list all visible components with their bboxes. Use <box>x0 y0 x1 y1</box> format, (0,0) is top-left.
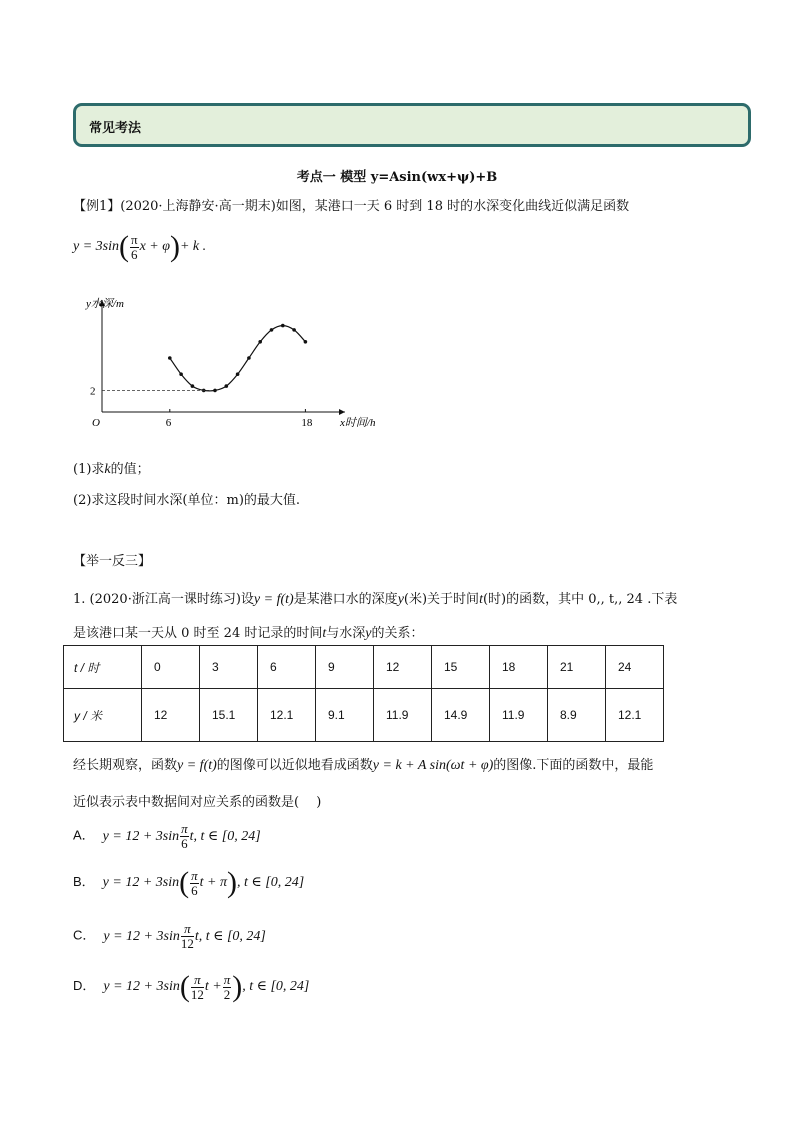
table-cell: 12 <box>142 689 200 742</box>
origin-label: O <box>92 417 100 429</box>
banner-label: 常见考法 <box>89 121 142 136</box>
option-c[interactable]: C． y = 12 + 3sin $\frac{\pi}{12}$ t, t ∈ [0, 24] <box>73 921 266 951</box>
table-cell: 9.1 <box>316 689 374 742</box>
table-cell: 11.9 <box>490 689 548 742</box>
depth-table <box>63 645 664 742</box>
data-point <box>225 384 229 388</box>
table-header-y: y / 米 <box>64 689 142 742</box>
data-point <box>281 324 285 328</box>
data-point <box>213 389 217 393</box>
data-point <box>179 372 183 376</box>
x-axis-label: x时间/h <box>340 417 376 429</box>
practice-question-line2: 是该港口某一天从 0 时至 24 时记录的时间t与水深y的关系： <box>73 626 424 641</box>
y-tick-label: 2 <box>90 385 96 398</box>
table-row <box>64 646 664 689</box>
water-depth-chart <box>60 290 400 440</box>
data-point <box>292 328 296 332</box>
table-cell: 9 <box>316 646 374 689</box>
after-table-line1: 经长期观察，函数y = f(t)的图像可以近似地看成函数y = k + A sin(ωt + φ)的图像.下面的函数中，最能 <box>73 758 654 773</box>
example-formula: y = 3sin( $\frac{\pi}{6}$ x + φ)+ k . <box>73 230 207 263</box>
data-point <box>247 356 251 360</box>
table-cell: 15.1 <box>200 689 258 742</box>
table-header-t: t / 时 <box>64 646 142 689</box>
table-row <box>64 689 664 742</box>
practice-question-line1: 1. (2020·浙江高一课时练习)设y = f(t)是某港口水的深度y(米)关于时间t(时)的函数，其中 0,, t,, 24 .下表 <box>73 592 678 607</box>
table-cell: 3 <box>200 646 258 689</box>
data-point <box>304 340 308 344</box>
x-tick-label: 18 <box>301 417 313 429</box>
table-cell: 15 <box>432 646 490 689</box>
question-1: (1)求k的值； <box>73 462 150 477</box>
example-intro: 【例1】(2020·上海静安·高一期末)如图，某港口一天 6 时到 18 时的水深变化曲线近似满足函数 <box>73 199 630 214</box>
formula-lhs: y = 3sin <box>73 239 119 255</box>
table-cell: 6 <box>258 646 316 689</box>
table-cell: 12 <box>374 646 432 689</box>
option-a[interactable]: A． y = 12 + 3sin $\frac{\pi}{6}$ t, t ∈ [0, 24] <box>73 821 261 851</box>
table-cell: 24 <box>606 646 664 689</box>
x-tick-label: 6 <box>165 417 172 429</box>
formula-fraction: $\frac{\pi}{6}$ <box>131 231 138 262</box>
table-cell: 11.9 <box>374 689 432 742</box>
data-point <box>236 372 240 376</box>
data-point <box>168 356 172 360</box>
table-cell: 8.9 <box>548 689 606 742</box>
data-point <box>258 340 262 344</box>
data-point <box>191 384 195 388</box>
question-2: (2)求这段时间水深(单位：m)的最大值. <box>73 493 301 508</box>
table-cell: 21 <box>548 646 606 689</box>
section-banner <box>73 103 751 147</box>
table-cell: 0 <box>142 646 200 689</box>
table-cell: 12.1 <box>258 689 316 742</box>
data-point <box>270 328 274 332</box>
section-title: 考点一 模型 y=Asin(wx+ψ)+B <box>296 170 498 185</box>
table-cell: 14.9 <box>432 689 490 742</box>
formula-tail: + k . <box>179 239 207 255</box>
y-axis-label: y水深/m <box>86 298 124 310</box>
table-cell: 18 <box>490 646 548 689</box>
option-b[interactable]: B． y = 12 + 3sin( $\frac{\pi}{6}$ t + π), t ∈ [0, 24] <box>73 866 305 899</box>
practice-heading: 【举一反三】 <box>73 554 152 569</box>
formula-inner: x + φ <box>139 239 170 255</box>
table-cell: 12.1 <box>606 689 664 742</box>
option-d[interactable]: D． y = 12 + 3sin( $\frac{\pi}{12}$ t + $\frac{\pi}{2}$ ), t ∈ [0, 24] <box>73 970 310 1003</box>
after-table-line2: 近似表示表中数据间对应关系的函数是( ) <box>73 795 322 810</box>
depth-curve <box>170 326 306 391</box>
